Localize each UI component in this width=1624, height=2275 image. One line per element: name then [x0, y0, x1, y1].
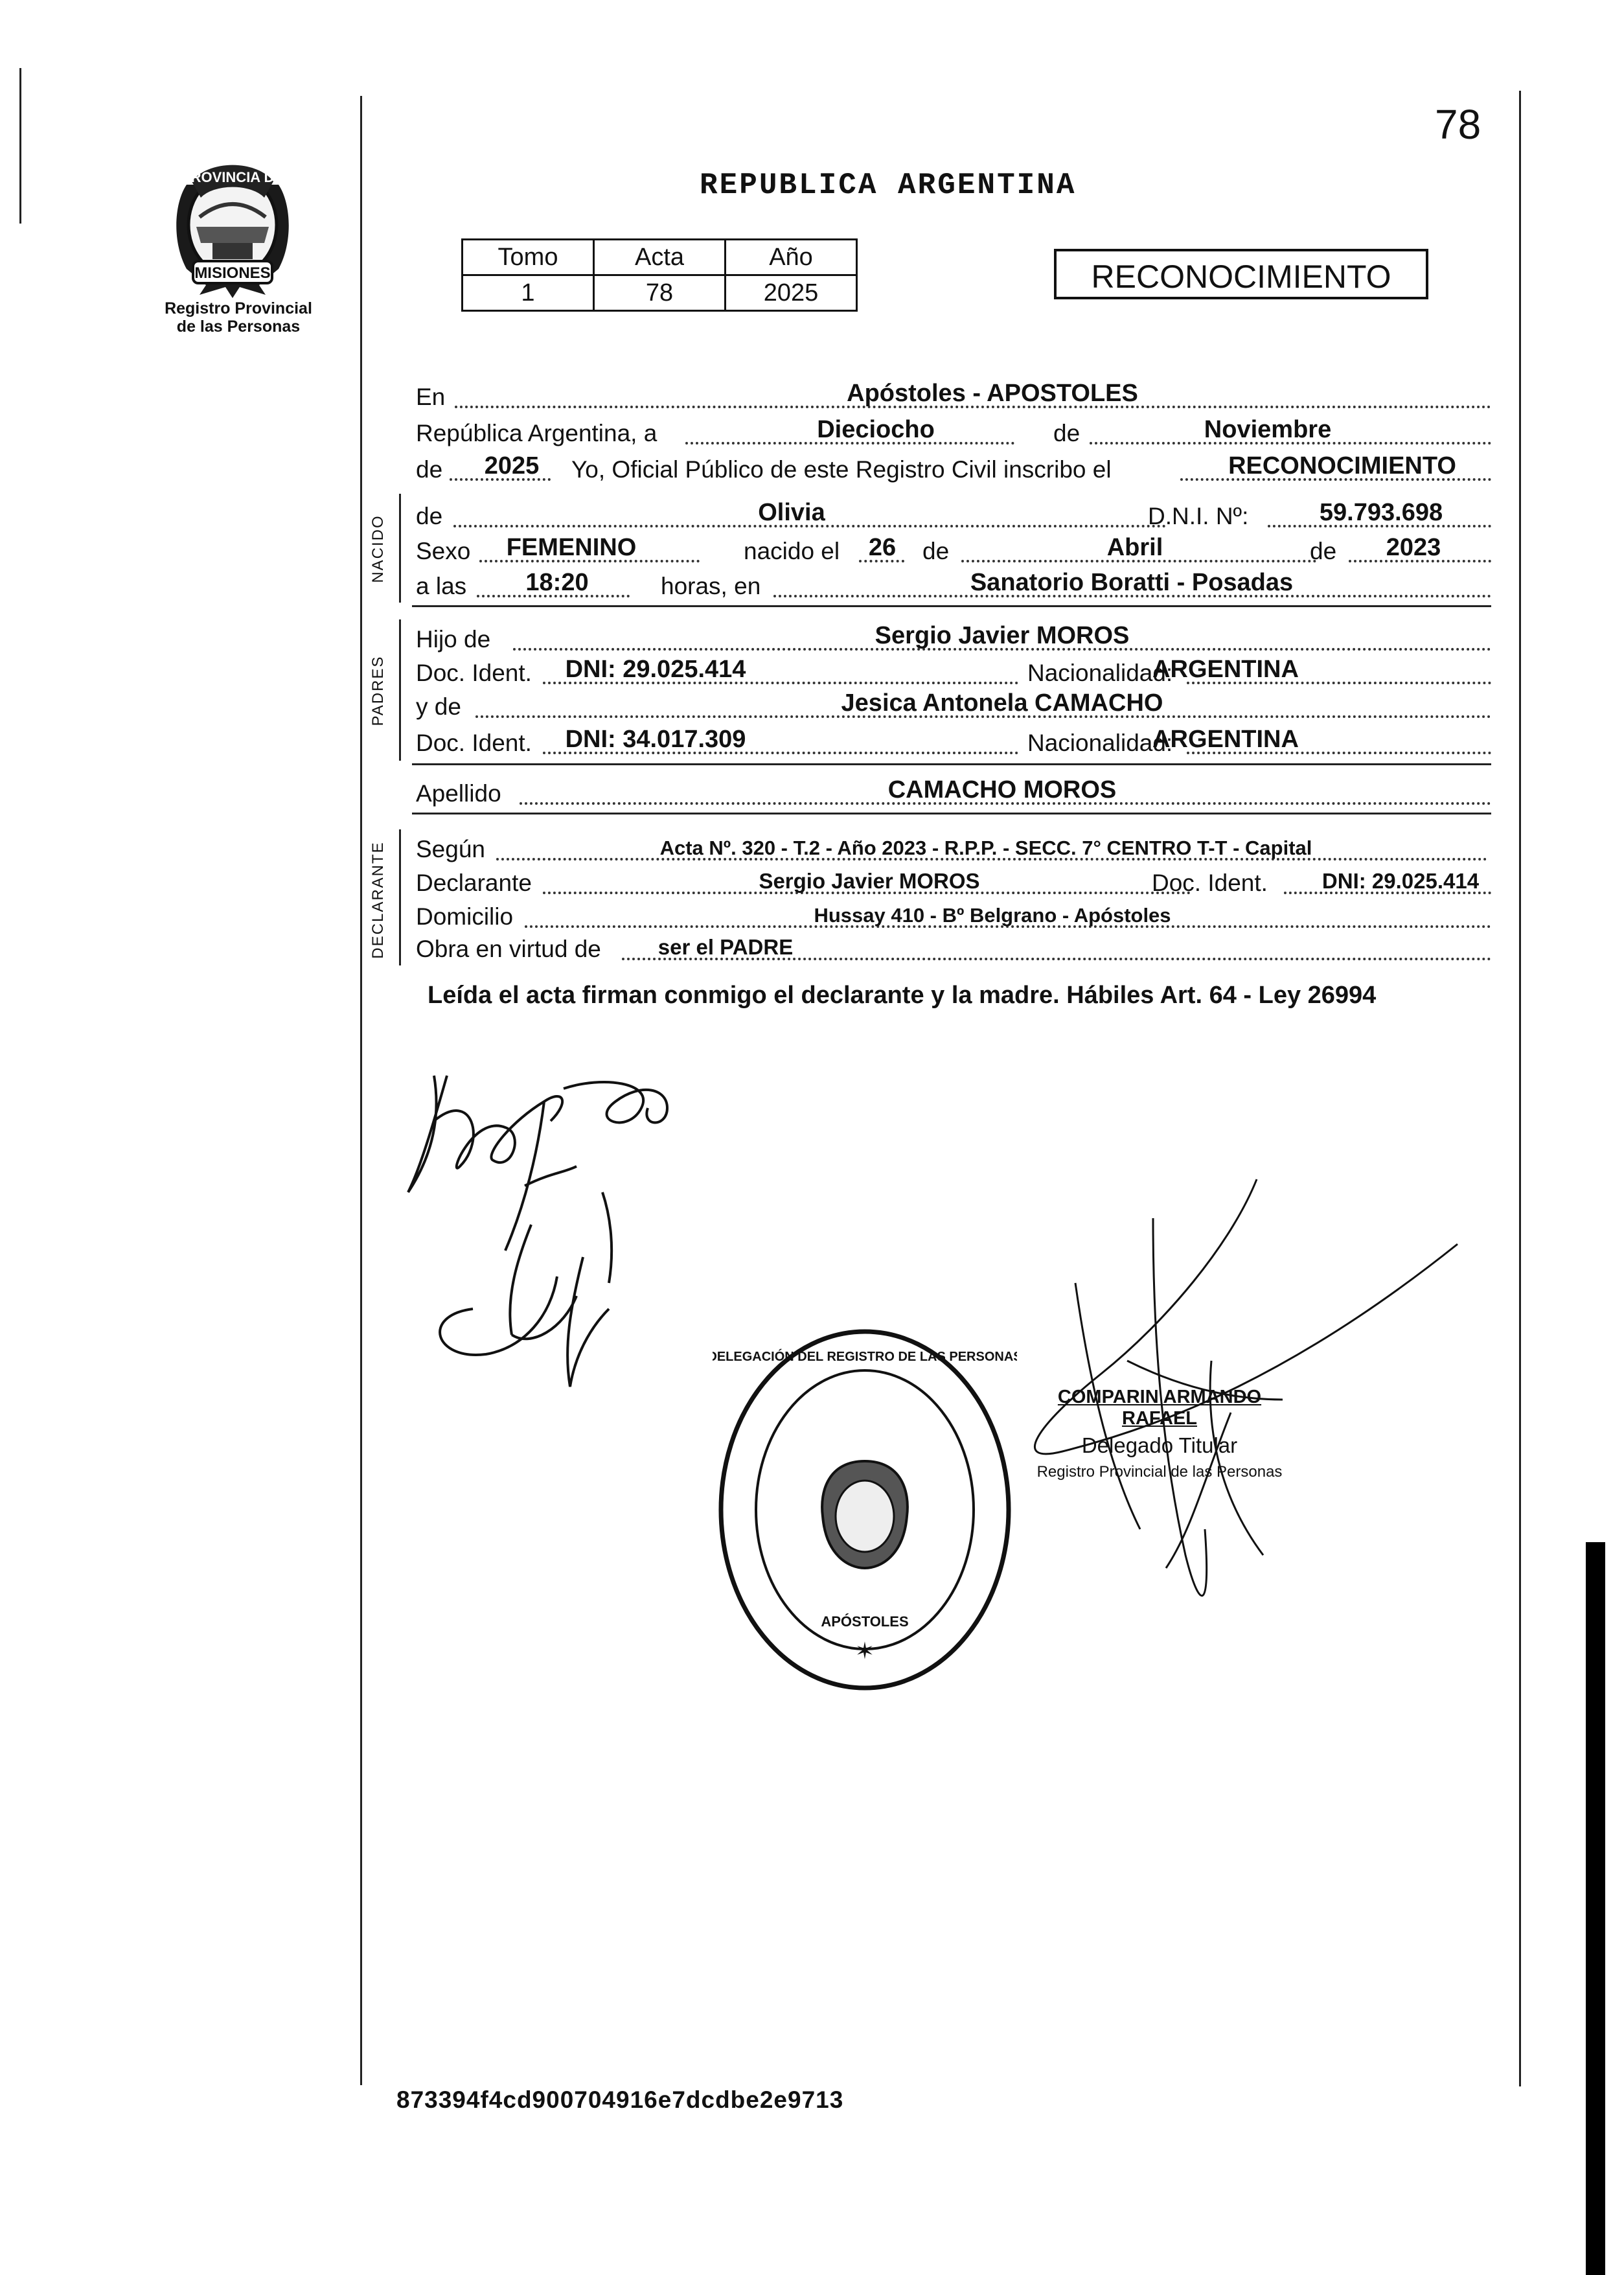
row-birth-place: [416, 570, 1491, 603]
form-right-border: [1519, 91, 1521, 2086]
left-margin-line: [19, 68, 21, 224]
record-table: [461, 238, 858, 312]
sexo-value: FEMENINO: [506, 534, 637, 561]
declarante-doc-label: Doc. Ident.: [1152, 870, 1268, 896]
row-child-name: [416, 500, 1491, 533]
a-las-label: a las: [416, 573, 467, 599]
child-dni-value: 59.793.698: [1319, 499, 1443, 526]
acta-header: Acta: [594, 240, 726, 275]
row-obra: [416, 933, 1491, 965]
form-left-border: [360, 96, 362, 2085]
day-value: Dieciocho: [817, 416, 935, 443]
mother-doc-label: Doc. Ident.: [416, 730, 532, 756]
birth-year-value: 2023: [1386, 534, 1441, 561]
sexo-label: Sexo: [416, 538, 471, 564]
row-act: [416, 454, 1491, 486]
dni-label: D.N.I. Nº:: [1148, 503, 1249, 529]
birth-month-value: Abril: [1106, 534, 1163, 561]
acta-value: 78: [594, 275, 726, 311]
tomo-header: Tomo: [463, 240, 594, 275]
father-doc-value: DNI: 29.025.414: [565, 656, 746, 683]
declarante-name-value: Sergio Javier MOROS: [759, 869, 980, 893]
place-value: Apóstoles - APOSTOLES: [847, 380, 1138, 407]
horas-label: horas, en: [661, 573, 761, 599]
father-name-value: Sergio Javier MOROS: [875, 622, 1130, 649]
birth-time-value: 18:20: [525, 569, 589, 596]
official-org: Registro Provincial de las Personas: [1036, 1463, 1283, 1481]
right-edge-bar: [1586, 1542, 1605, 2275]
ano-header: Año: [726, 240, 857, 275]
tomo-value: 1: [463, 275, 594, 311]
official-name: COMPARIN ARMANDO RAFAEL: [1057, 1387, 1262, 1429]
official-block: [1024, 1387, 1296, 1481]
emblem-top-text: PROVINCIA DE: [181, 169, 284, 185]
row-declarante: [416, 867, 1491, 899]
row-domicilio: [416, 901, 1491, 933]
stamp-city: APÓSTOLES: [821, 1613, 909, 1630]
mother-nationality-value: ARGENTINA: [1152, 726, 1299, 753]
svg-text:✶: ✶: [854, 1637, 875, 1664]
segun-value: Acta Nº. 320 - T.2 - Año 2023 - R.P.P. - SECC. 7° CENTRO T-T - Capital: [659, 837, 1312, 859]
republica-label: República Argentina, a: [416, 420, 658, 446]
country-title: REPUBLICA ARGENTINA: [700, 168, 1077, 202]
father-nationality-value: ARGENTINA: [1152, 656, 1299, 683]
official-title: Delegado Titular: [1081, 1433, 1238, 1457]
father-nationality-label: Nacionalidad:: [1027, 660, 1173, 686]
apellido-value: CAMACHO MOROS: [887, 776, 1117, 803]
obra-label: Obra en virtud de: [416, 936, 601, 962]
child-name-value: Olivia: [758, 499, 825, 526]
de-label-3: de: [416, 503, 443, 529]
domicilio-label: Domicilio: [416, 903, 514, 930]
mother-doc-value: DNI: 34.017.309: [565, 726, 746, 753]
row-mother-name: [416, 691, 1491, 723]
domicilio-value: Hussay 410 - Bº Belgrano - Apóstoles: [814, 904, 1171, 927]
province-emblem: [161, 146, 304, 301]
row-birth-date: [416, 535, 1491, 568]
apellido-label: Apellido: [416, 780, 501, 807]
closing-statement: Leída el acta firman conmigo el declarante y la madre. Hábiles Art. 64 - Ley 26994: [428, 982, 1377, 1009]
inscribo-label: Yo, Oficial Público de este Registro Civil inscribo el: [571, 456, 1112, 483]
registry-stamp: [713, 1322, 1017, 1698]
de-label-4: de: [922, 538, 950, 564]
row-mother-doc: [416, 727, 1491, 759]
birth-place-value: Sanatorio Boratti - Posadas: [970, 569, 1294, 596]
de-label-2: de: [416, 456, 443, 483]
declarante-doc-value: DNI: 29.025.414: [1321, 869, 1480, 893]
record-table-value-row: [463, 275, 857, 311]
segun-label: Según: [416, 836, 485, 862]
emblem-bottom-text: MISIONES: [194, 264, 271, 282]
stamp-ring-text: DELEGACIÓN DEL REGISTRO DE LAS PERSONAS: [713, 1350, 1017, 1364]
mother-nationality-label: Nacionalidad:: [1027, 730, 1173, 756]
hijo-de-label: Hijo de: [416, 626, 491, 652]
document-hash: 873394f4cd900704916e7dcdbe2e9713: [396, 2086, 844, 2113]
year-value: 2025: [484, 452, 540, 479]
row-place: [416, 381, 1491, 413]
en-label: En: [416, 384, 446, 410]
page-number: 78: [1435, 101, 1481, 148]
de-label-1: de: [1053, 420, 1081, 446]
document-type-box: RECONOCIMIENTO: [1054, 249, 1428, 299]
birth-day-value: 26: [868, 534, 897, 561]
nacido-section-label: NACIDO: [369, 514, 387, 583]
ano-value: 2025: [726, 275, 857, 311]
nacido-el-label: nacido el: [744, 538, 840, 564]
row-father-doc: [416, 657, 1491, 689]
y-de-label: y de: [416, 693, 461, 720]
row-segun: [416, 833, 1491, 866]
row-father-name: [416, 623, 1491, 656]
padres-section-label: PADRES: [369, 655, 387, 726]
father-doc-label: Doc. Ident.: [416, 660, 532, 686]
obra-value: ser el PADRE: [658, 935, 794, 959]
month-value: Noviembre: [1204, 416, 1332, 443]
mother-name-value: Jesica Antonela CAMACHO: [841, 689, 1163, 717]
record-table-header-row: [463, 240, 857, 275]
act-type-value: RECONOCIMIENTO: [1228, 452, 1456, 479]
de-label-5: de: [1310, 538, 1337, 564]
declarante-label: Declarante: [416, 870, 532, 896]
declarante-section-label: DECLARANTE: [369, 841, 387, 959]
row-date: [416, 417, 1491, 450]
registry-label: Registro Provincial de las Personas: [165, 299, 312, 336]
row-apellido: [416, 778, 1491, 810]
